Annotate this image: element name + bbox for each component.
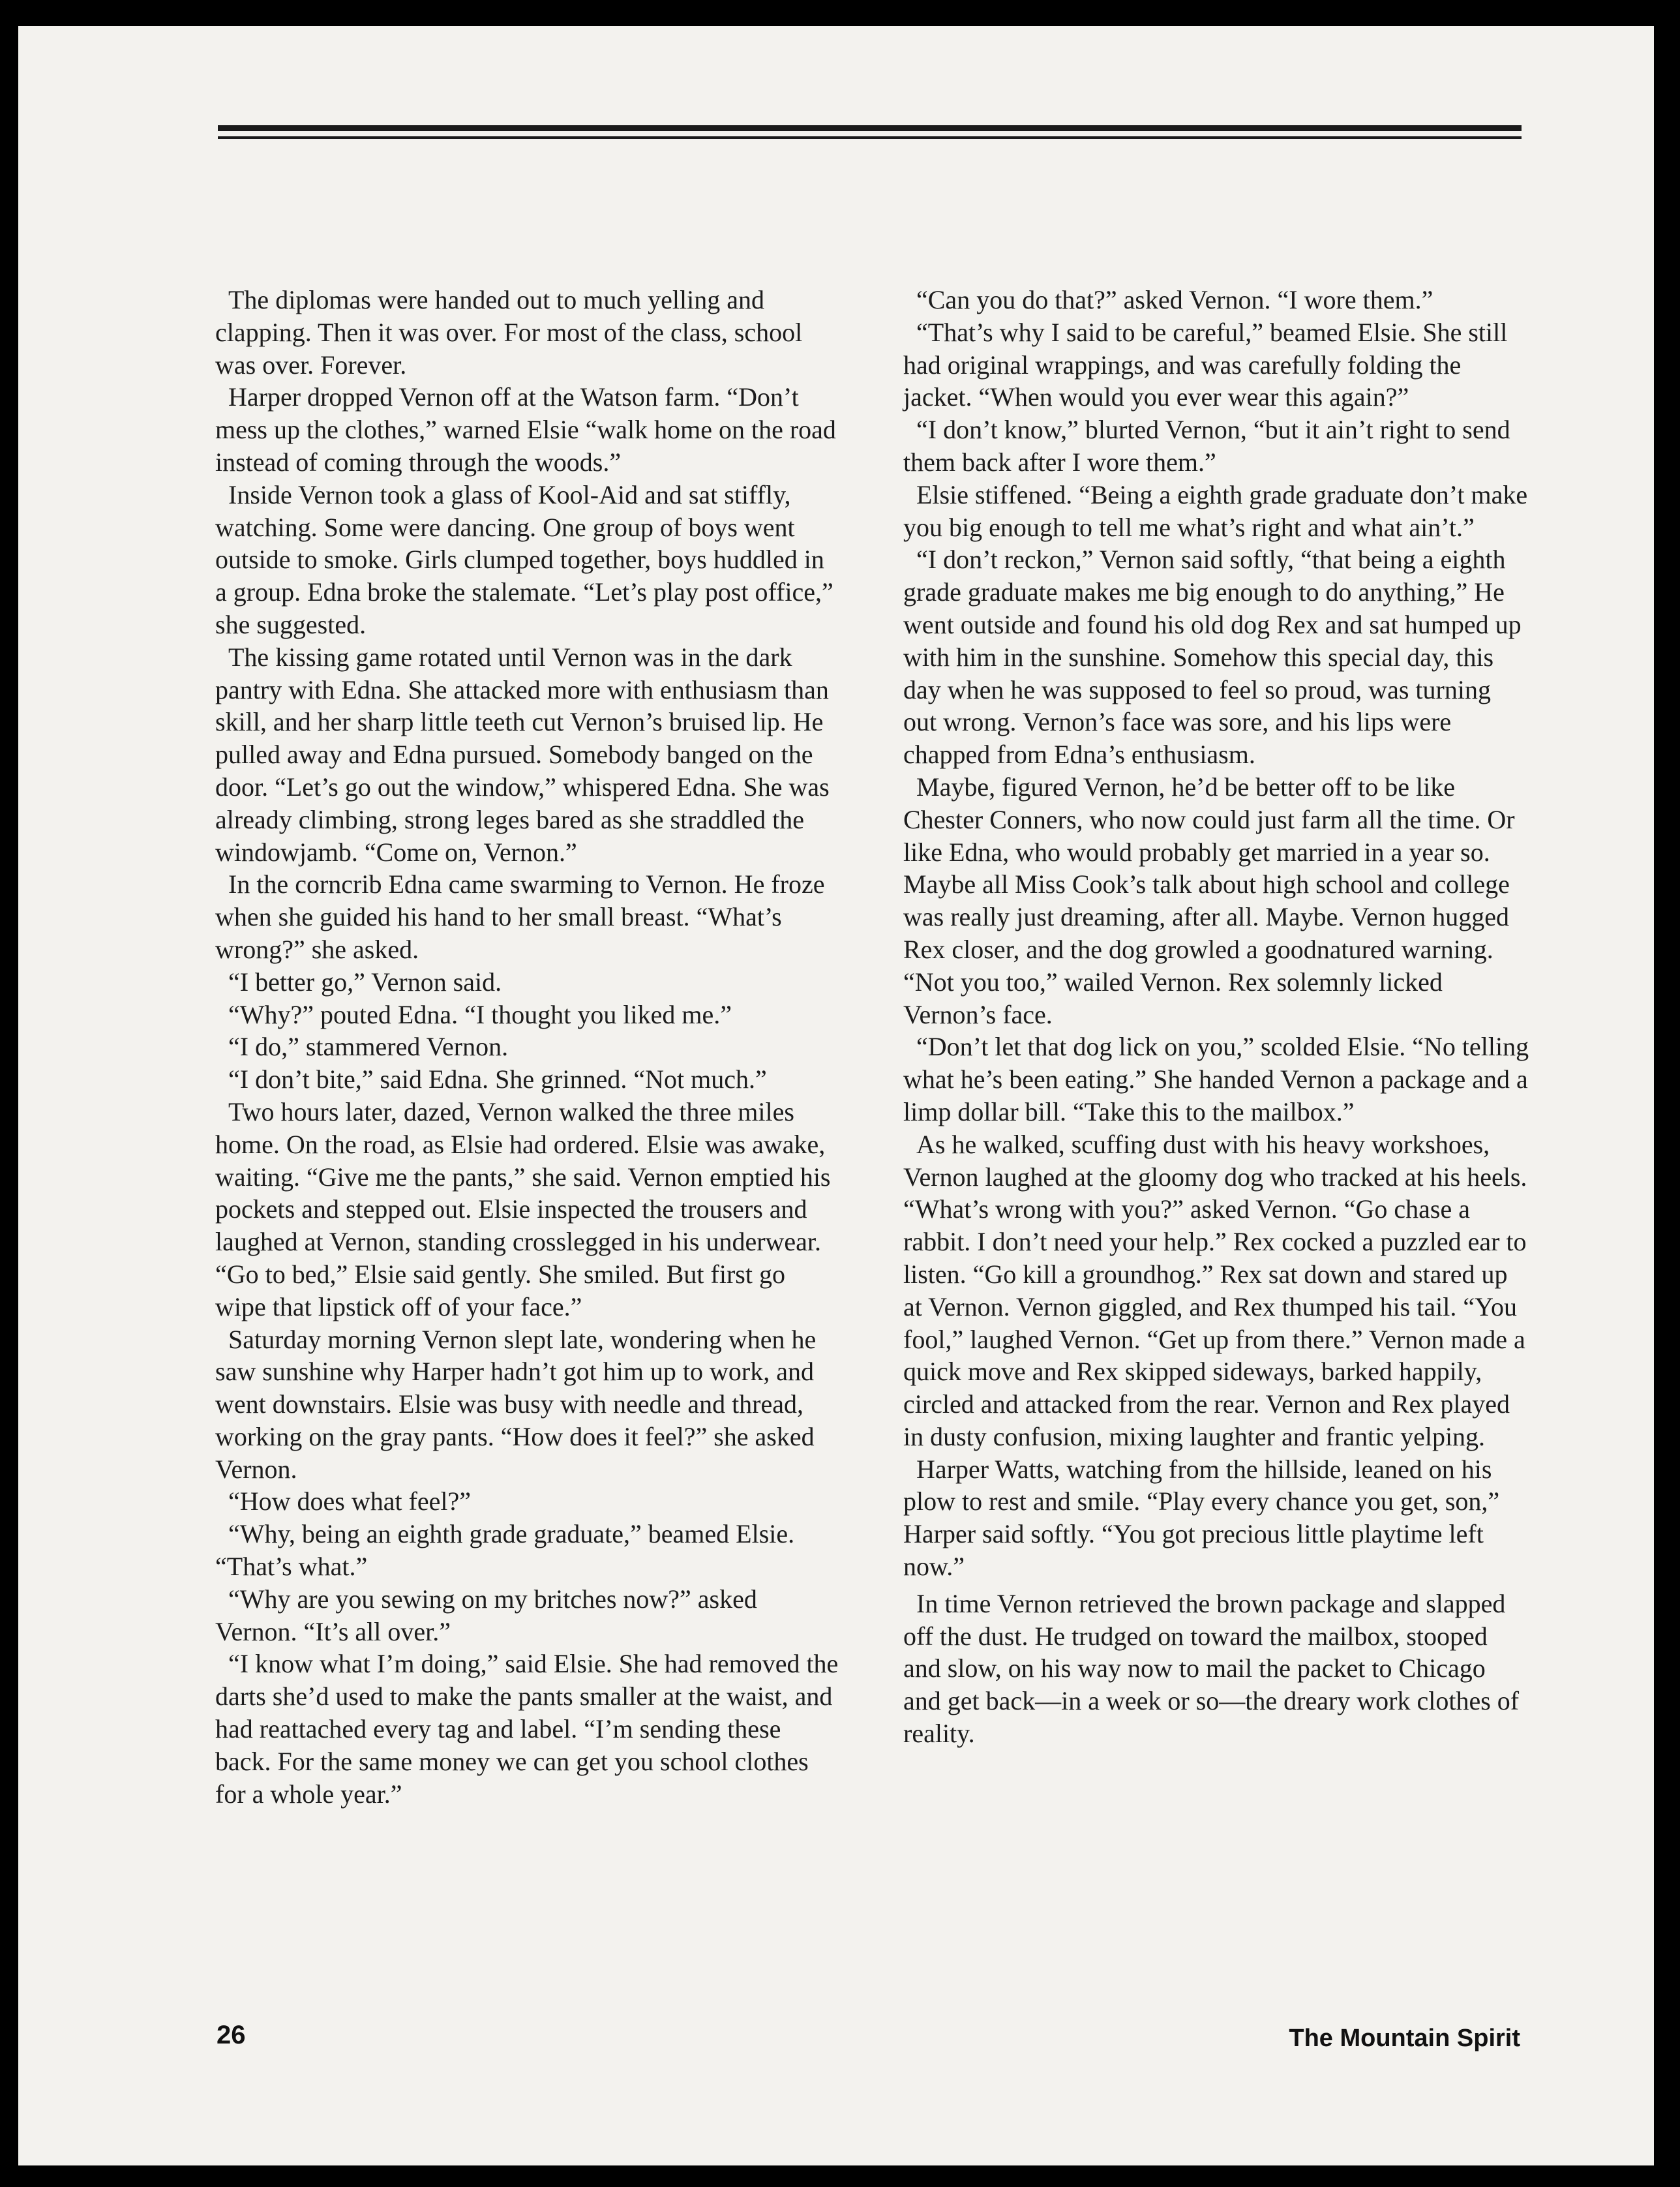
paragraph: “I better go,” Vernon said. <box>228 967 502 997</box>
paragraph: “Why are you sewing on my britches now?” asked Vernon. “It’s all over.” <box>215 1584 757 1646</box>
paragraph: As he walked, scuffing dust with his heavy workshoes, Vernon laughed at the gloomy dog who tracked at his heels. “What’s wrong with you?” asked Vernon. “Go chase a rabbit. I don’t need your help.” Rex cocked a puzzled ear to listen. “Go kill a groundhog.” Rex sat down and stared up at Vernon. Vernon giggled, and Rex thumped his tail. “You fool,” laughed Vernon. “Get up from there.” Vernon made a quick move and Rex skipped sideways, barked happily, circled and attacked from the rear. Vernon and Rex played in dusty confusion, mixing laughter and frantic yelping. <box>903 1129 1527 1451</box>
paragraph: Harper dropped Vernon off at the Watson farm. “Don’t mess up the clothes,” warned Elsie “walk home on the road instead of coming through the woods.” <box>215 382 836 477</box>
paragraph: “Why?” pouted Edna. “I thought you liked me.” <box>228 999 732 1029</box>
paragraph: Harper Watts, watching from the hillside, leaned on his plow to rest and smile. “Play every chance you get, son,” Harper said softly. “You got precious little playtime left now.” <box>903 1454 1500 1582</box>
paragraph: “I don’t know,” blurted Vernon, “but it ain’t right to send them back after I wore them.” <box>903 415 1510 477</box>
paragraph: “Don’t let that dog lick on you,” scolded Elsie. “No telling what he’s been eating.” She handed Vernon a package and a limp dollar bill. “Take this to the mailbox.” <box>903 1032 1529 1126</box>
header-rule-thin <box>218 136 1522 139</box>
paragraph: In time Vernon retrieved the brown package and slapped off the dust. He trudged on toward the mailbox, stooped and slow, on his way now to mail the packet to Chicago and get back—in a week or so—the dreary work clothes of reality. <box>903 1588 1520 1749</box>
paragraph: “I know what I’m doing,” said Elsie. She had removed the darts she’d used to make the pants smaller at the waist, and had reattached every tag and label. “I’m sending these back. For the same money we can get you school clothes for a whole year.” <box>215 1649 839 1809</box>
paragraph: In the corncrib Edna came swarming to Vernon. He froze when she guided his hand to her small breast. “What’s wrong?” she asked. <box>215 869 825 964</box>
paragraph: “I don’t reckon,” Vernon said softly, “that being a eighth grade graduate makes me big enough to do anything,” He went outside and found his old dog Rex and sat humped up with him in the sunshine. Somehow this special day, this day when he was supposed to feel so proud, was turning out wrong. Vernon’s face was sore, and his lips were chapped from Edna’s enthusiasm. <box>903 545 1522 770</box>
page-number: 26 <box>217 2021 246 2049</box>
paragraph: “I don’t bite,” said Edna. She grinned. “Not much.” <box>228 1064 767 1094</box>
paragraph: The kissing game rotated until Vernon was in the dark pantry with Edna. She attacked more with enthusiasm than skill, and her sharp little teeth cut Vernon’s bruised lip. He pulled away and Edna pursued. Somebody banged on the door. “Let’s go out the window,” whispered Edna. She was already climbing, strong leges bared as she straddled the windowjamb. “Come on, Vernon.” <box>215 642 830 867</box>
text-column-left <box>215 284 841 1810</box>
paragraph: “Can you do that?” asked Vernon. “I wore them.” <box>916 285 1433 314</box>
paragraph: The diplomas were handed out to much yelling and clapping. Then it was over. For most of the class, school was over. Forever. <box>215 285 803 380</box>
text-column-right <box>903 284 1529 1750</box>
paragraph: “That’s why I said to be careful,” beamed Elsie. She still had original wrappings, and was carefully folding the jacket. “When would you ever wear this again?” <box>903 317 1508 412</box>
header-rule-thick <box>218 125 1522 131</box>
paragraph: Elsie stiffened. “Being a eighth grade graduate don’t make you big enough to tell me what’s right and what ain’t.” <box>903 479 1528 542</box>
paragraph: Inside Vernon took a glass of Kool-Aid and sat stiffly, watching. Some were dancing. One group of boys went outside to smoke. Girls clumped together, boys huddled in a group. Edna broke the stalemate. “Let’s play post office,” she suggested. <box>215 479 833 639</box>
publication-name: The Mountain Spirit <box>1289 2025 1520 2052</box>
paragraph: “How does what feel?” <box>228 1486 472 1516</box>
paragraph: Saturday morning Vernon slept late, wondering when he saw sunshine why Harper hadn’t got him up to work, and went downstairs. Elsie was busy with needle and thread, working on the gray pants. “How does it feel?” she asked Vernon. <box>215 1324 817 1484</box>
paragraph: Maybe, figured Vernon, he’d be better off to be like Chester Conners, who now could just farm all the time. Or like Edna, who would probably get married in a year so. Maybe all Miss Cook’s talk about high school and college was really just dreaming, after all. Maybe. Vernon hugged Rex closer, and the dog growled a goodnatured warning. “Not you too,” wailed Vernon. Rex solemnly licked Vernon’s face. <box>903 772 1515 1029</box>
paragraph: Two hours later, dazed, Vernon walked the three miles home. On the road, as Elsie had ordered. Elsie was awake, waiting. “Give me the pants,” she said. Vernon emptied his pockets and stepped out. Elsie inspected the trousers and laughed at Vernon, standing crosslegged in his underwear. “Go to bed,” Elsie said gently. She smiled. But first go wipe that lipstick off of your face.” <box>215 1096 831 1321</box>
paragraph: “Why, being an eighth grade graduate,” beamed Elsie. “That’s what.” <box>215 1519 795 1582</box>
paragraph: “I do,” stammered Vernon. <box>228 1032 509 1062</box>
magazine-page <box>18 26 1654 2165</box>
